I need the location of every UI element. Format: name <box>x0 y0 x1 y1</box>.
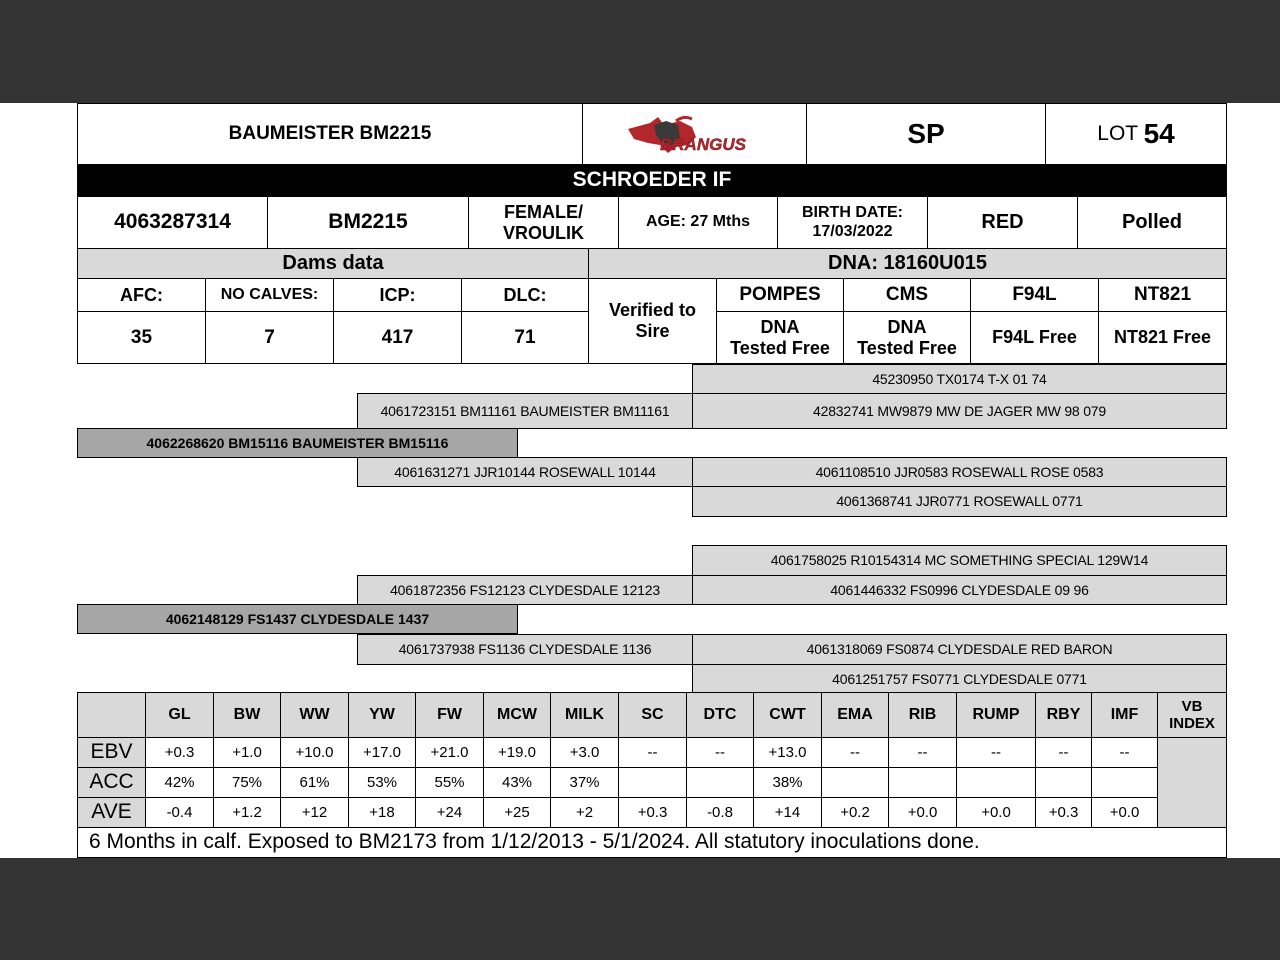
sex <box>468 196 619 249</box>
ebv-cell: +19.0 <box>483 737 551 768</box>
birth-value: 17/03/2022 <box>812 222 893 240</box>
ebv-cell: +0.3 <box>1035 797 1092 828</box>
dna-nt821: NT821 Free <box>1098 311 1227 364</box>
vb-line1: VB <box>1181 697 1203 715</box>
dams-header-calves: NO CALVES: <box>205 278 334 312</box>
dams-header-afc: AFC: <box>77 278 206 312</box>
lot-cell <box>1045 103 1227 165</box>
dams-calves: 7 <box>205 311 334 364</box>
verified-line1: Verified to <box>608 300 697 321</box>
ebv-cell: +0.3 <box>618 797 687 828</box>
ebv-header-sc: SC <box>618 692 687 738</box>
ebv-cell <box>686 767 754 798</box>
ebv-header-vb-index <box>1157 692 1227 738</box>
lot-card <box>0 103 1280 858</box>
pedigree-ddd: 4061251757 FS0771 CLYDESDALE 0771 <box>692 664 1227 694</box>
ebv-header-milk: MILK <box>550 692 619 738</box>
dams-header-icp: ICP: <box>333 278 462 312</box>
ebv-header-yw: YW <box>348 692 416 738</box>
ebv-cell: +0.0 <box>956 797 1036 828</box>
pedigree-dam: 4062148129 FS1437 CLYDESDALE 1437 <box>77 604 518 634</box>
animal-tag: BM2215 <box>267 196 469 249</box>
sex-line2: VROULIK <box>503 222 584 243</box>
ebv-cell: +18 <box>348 797 416 828</box>
cms-line1: DNA <box>887 316 927 337</box>
ebv-cell: +2 <box>550 797 619 828</box>
pedigree-sdd: 4061368741 JJR0771 ROSEWALL 0771 <box>692 486 1227 517</box>
comment: 6 Months in calf. Exposed to BM2173 from 1/12/2013 - 5/1/2024. All statutory inoculations done. <box>77 827 1227 858</box>
pedigree-dss: 4061758025 R10154314 MC SOMETHING SPECIAL 129W14 <box>692 545 1227 576</box>
ebv-cell: 42% <box>145 767 214 798</box>
ebv-cell: -- <box>686 737 754 768</box>
vb-line2: INDEX <box>1169 715 1215 732</box>
dna-header-f94l: F94L <box>970 278 1099 312</box>
pedigree-dam-dam: 4061737938 FS1136 CLYDESDALE 1136 <box>357 634 693 665</box>
color: RED <box>927 196 1078 249</box>
dna-title: DNA: 18160U015 <box>588 248 1227 279</box>
ebv-cell: +3.0 <box>550 737 619 768</box>
ebv-cell: +12 <box>280 797 349 828</box>
pedigree-sss: 45230950 TX0174 T-X 01 74 <box>692 364 1227 394</box>
ebv-header-fw: FW <box>415 692 484 738</box>
ebv-header-bw: BW <box>213 692 281 738</box>
ebv-header-rby: RBY <box>1035 692 1092 738</box>
pedigree-sire-dam: 4061631271 JJR10144 ROSEWALL 10144 <box>357 457 693 487</box>
pedigree-sire-sire: 4061723151 BM11161 BAUMEISTER BM11161 <box>357 393 693 429</box>
animal-name: BAUMEISTER BM2215 <box>77 103 583 165</box>
ebv-cell: +0.3 <box>145 737 214 768</box>
dams-afc: 35 <box>77 311 206 364</box>
dams-icp: 417 <box>333 311 462 364</box>
ebv-cell <box>618 767 687 798</box>
ebv-cell: -- <box>956 737 1036 768</box>
ebv-cell: +10.0 <box>280 737 349 768</box>
pedigree-dsd: 4061446332 FS0996 CLYDESDALE 09 96 <box>692 575 1227 605</box>
ebv-cell: 43% <box>483 767 551 798</box>
ebv-row-label: AVE <box>77 797 146 828</box>
ebv-cell: 38% <box>753 767 822 798</box>
pedigree-dam-sire: 4061872356 FS12123 CLYDESDALE 12123 <box>357 575 693 605</box>
ebv-header-corner <box>77 692 146 738</box>
ebv-cell: -- <box>821 737 889 768</box>
ebv-cell: +0.0 <box>888 797 957 828</box>
ebv-header-rib: RIB <box>888 692 957 738</box>
pedigree-dds: 4061318069 FS0874 CLYDESDALE RED BARON <box>692 634 1227 665</box>
ebv-header-ema: EMA <box>821 692 889 738</box>
age: AGE: 27 Mths <box>618 196 778 249</box>
dams-title: Dams data <box>77 248 589 279</box>
ebv-cell: +17.0 <box>348 737 416 768</box>
pompes-line1: DNA <box>760 316 800 337</box>
ebv-cell: +25 <box>483 797 551 828</box>
pedigree-ssd: 42832741 MW9879 MW DE JAGER MW 98 079 <box>692 393 1227 429</box>
horn-status: Polled <box>1077 196 1227 249</box>
lot-number: 54 <box>1143 117 1175 149</box>
dna-cms <box>843 311 971 364</box>
birth-date <box>777 196 928 249</box>
bull-head-icon <box>620 109 770 159</box>
ebv-cell <box>1035 767 1092 798</box>
ebv-cell <box>956 767 1036 798</box>
ebv-cell: +14 <box>753 797 822 828</box>
lot-label: LOT <box>1097 121 1144 145</box>
ebv-cell: -0.4 <box>145 797 214 828</box>
ebv-header-rump: RUMP <box>956 692 1036 738</box>
ebv-cell: +24 <box>415 797 484 828</box>
ebv-cell: 55% <box>415 767 484 798</box>
ebv-cell: +0.2 <box>821 797 889 828</box>
dna-header-cms: CMS <box>843 278 971 312</box>
dna-header-nt821: NT821 <box>1098 278 1227 312</box>
dna-pompes <box>716 311 844 364</box>
ebv-header-cwt: CWT <box>753 692 822 738</box>
breeder-band: SCHROEDER IF <box>77 164 1227 197</box>
ebv-header-imf: IMF <box>1091 692 1158 738</box>
ebv-header-mcw: MCW <box>483 692 551 738</box>
pedigree-sire: 4062268620 BM15116 BAUMEISTER BM15116 <box>77 428 518 458</box>
ebv-cell: +21.0 <box>415 737 484 768</box>
ebv-cell: 53% <box>348 767 416 798</box>
dna-header-pompes: POMPES <box>716 278 844 312</box>
cms-line2: Tested Free <box>857 337 957 358</box>
ebv-vb-index-value <box>1157 737 1227 828</box>
ebv-cell <box>821 767 889 798</box>
ebv-cell: +0.0 <box>1091 797 1158 828</box>
dams-dlc: 71 <box>461 311 589 364</box>
ebv-cell: -- <box>618 737 687 768</box>
dams-header-dlc: DLC: <box>461 278 589 312</box>
ebv-cell: +13.0 <box>753 737 822 768</box>
ebv-cell: +1.0 <box>213 737 281 768</box>
ebv-cell <box>888 767 957 798</box>
brangus-logo <box>582 103 807 165</box>
ebv-cell: -- <box>1091 737 1158 768</box>
verified-to-sire <box>588 278 717 364</box>
animal-id: 4063287314 <box>77 196 268 249</box>
ebv-cell: 37% <box>550 767 619 798</box>
dna-f94l: F94L Free <box>970 311 1099 364</box>
sex-line1: FEMALE/ <box>504 201 583 222</box>
ebv-header-dtc: DTC <box>686 692 754 738</box>
ebv-cell: 75% <box>213 767 281 798</box>
birth-label: BIRTH DATE: <box>801 204 904 222</box>
ebv-cell <box>1091 767 1158 798</box>
grade: SP <box>806 103 1046 165</box>
ebv-cell: +1.2 <box>213 797 281 828</box>
pedigree-sds: 4061108510 JJR0583 ROSEWALL ROSE 0583 <box>692 457 1227 487</box>
verified-line2: Sire <box>635 321 670 341</box>
ebv-cell: -- <box>1035 737 1092 768</box>
ebv-cell: -0.8 <box>686 797 754 828</box>
ebv-row-label: ACC <box>77 767 146 798</box>
ebv-cell: -- <box>888 737 957 768</box>
pompes-line2: Tested Free <box>730 337 830 358</box>
logo-text: BRANGUS <box>659 135 746 154</box>
ebv-cell: 61% <box>280 767 349 798</box>
ebv-row-label: EBV <box>77 737 146 768</box>
ebv-header-ww: WW <box>280 692 349 738</box>
ebv-header-gl: GL <box>145 692 214 738</box>
